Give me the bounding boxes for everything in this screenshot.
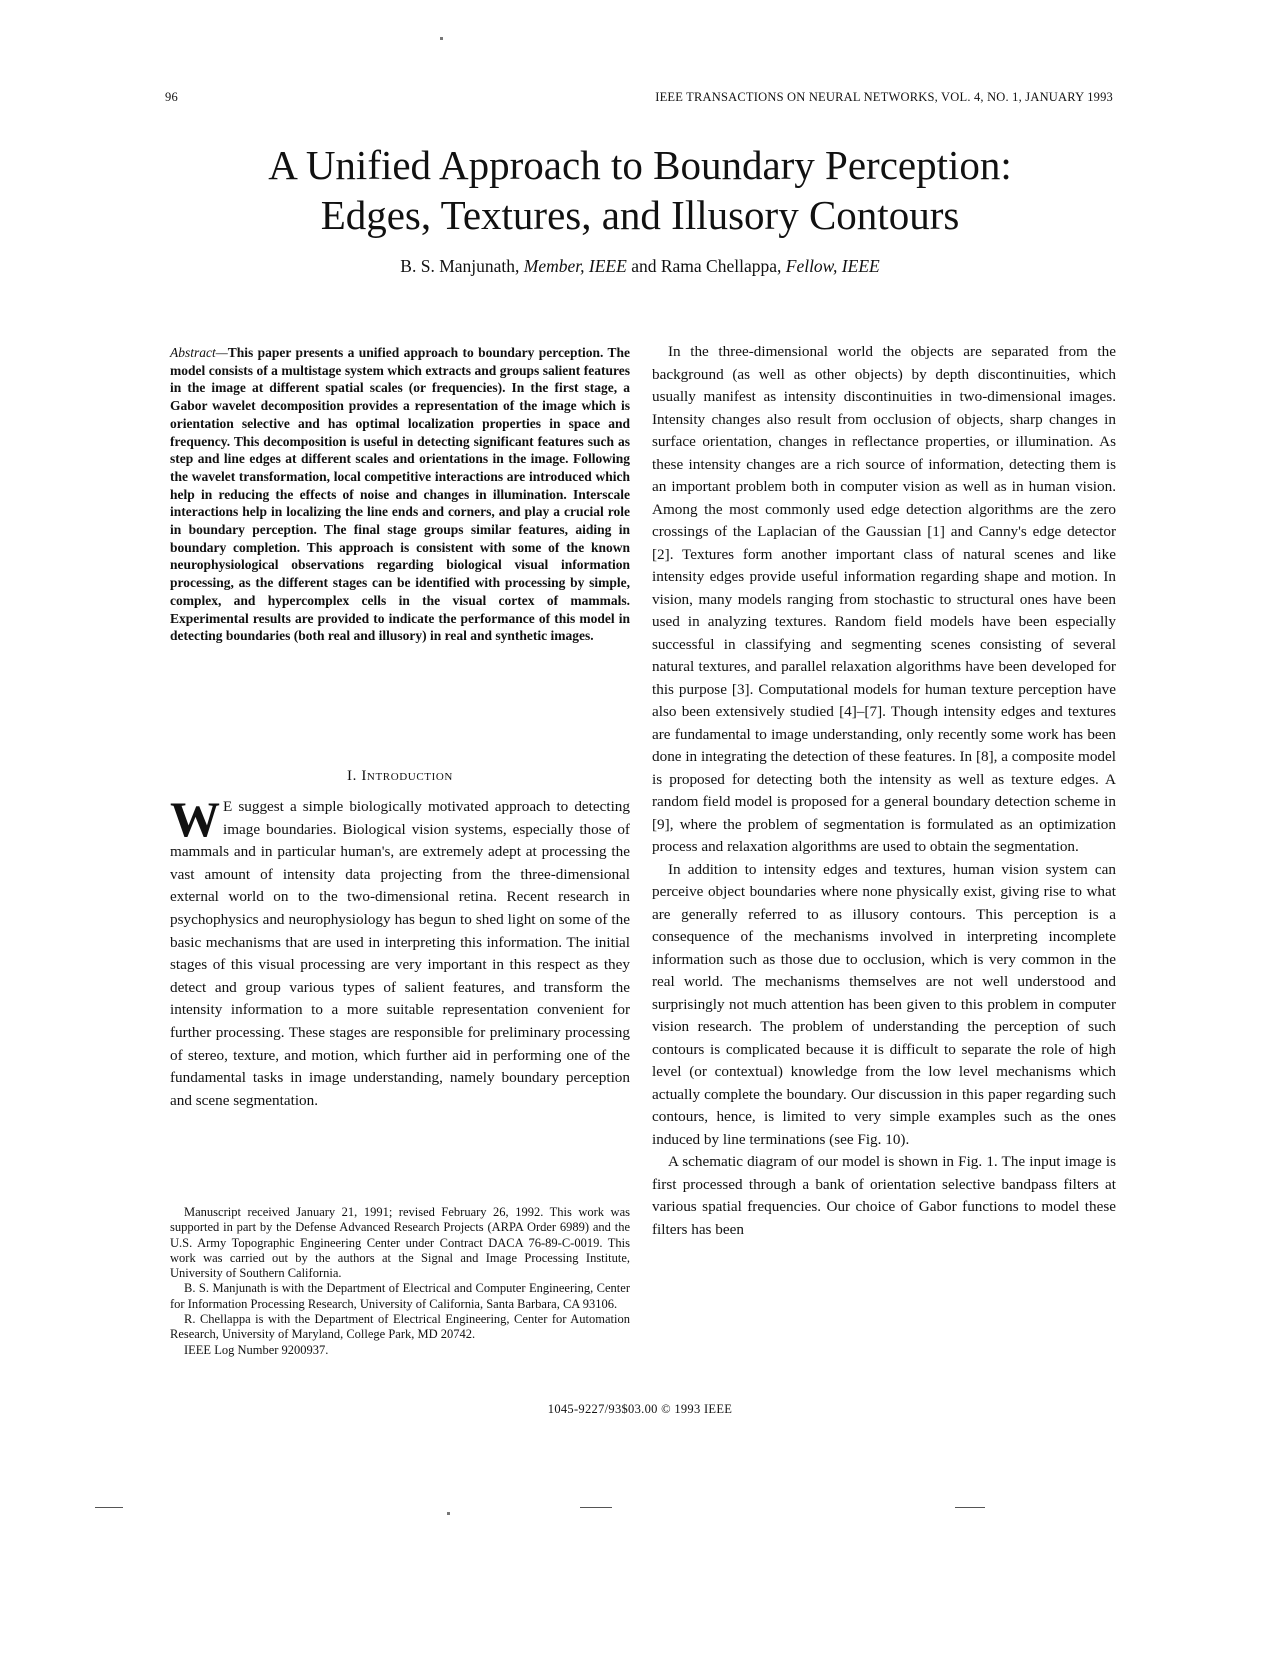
- author-2-role: Fellow, IEEE: [785, 256, 880, 276]
- author-conjunction: and: [631, 256, 657, 276]
- footnote-author-2: R. Chellappa is with the Department of Electrical Engineering, Center for Automation Research, University of Maryland, College Park, MD 20742.: [170, 1312, 630, 1342]
- abstract: [170, 344, 630, 645]
- section-title: Introduction: [361, 768, 453, 784]
- introduction-text: E suggest a simple biologically motivated approach to detecting image boundaries. Biological vision systems, especially those of mammals and in particular human's, are extremely adept at processing the vast amount of intensity data projecting from the three-dimensional external world on to the two-dimensional retina. Recent research in psychophysics and neurophysiology has begun to shed light on some of the basic mechanisms that are used in interpreting this information. The initial stages of this visual processing are very important in this respect as they detect and group various types of salient features, and transform the intensity information to a more suitable representation convenient for further processing. These stages are responsible for preliminary processing of stereo, texture, and motion, which further aid in performing one of the fundamental tasks in image understanding, namely boundary perception and scene segmentation.: [170, 798, 630, 1109]
- paragraph-3: A schematic diagram of our model is shown in Fig. 1. The input image is first processed through a bank of orientation selective bandpass filters at various spatial frequencies. Our choice of Gabor functions to model these filters has been: [652, 1153, 1116, 1238]
- footnote-author-1: B. S. Manjunath is with the Department of Electrical and Computer Engineering, Center for Information Processing Research, University of California, Santa Barbara, CA 93106.: [170, 1281, 630, 1311]
- author-line: [0, 256, 1280, 277]
- paper-title: [0, 140, 1280, 240]
- page-number: 96: [165, 90, 178, 104]
- footnote-received: Manuscript received January 21, 1991; revised February 26, 1992. This work was supported in part by the Defense Advanced Research Projects (ARPA Order 6989) and the U.S. Army Topographic Engineering Center under Contract DACA 76-89-C-0019. This work was carried out by the authors at the Signal and Image Processing Institute, University of Southern California.: [170, 1205, 630, 1281]
- right-column-body: [652, 341, 1116, 1241]
- scan-artifact-bottom-dot: [447, 1512, 450, 1515]
- footnotes: [170, 1205, 630, 1358]
- running-head: [165, 86, 1113, 108]
- author-1-name: B. S. Manjunath,: [400, 256, 520, 276]
- copyright-line: 1045-9227/93$03.00 © 1993 IEEE: [547, 1402, 733, 1416]
- scan-artifact-bottom-2: [580, 1507, 612, 1508]
- author-1-role: Member, IEEE: [523, 256, 627, 276]
- journal-header: IEEE TRANSACTIONS ON NEURAL NETWORKS, VOL. 4, NO. 1, JANUARY 1993: [655, 90, 1113, 104]
- title-line-2: Edges, Textures, and Illusory Contours: [320, 192, 960, 238]
- scan-artifact-bottom-3: [955, 1507, 985, 1508]
- author-2-name: Rama Chellappa,: [660, 256, 782, 276]
- abstract-text: This paper presents a unified approach to boundary perception. The model consists of a multistage system which extracts and groups salient features in the image at different spatial scales (or frequencies). In the first stage, a Gabor wavelet decomposition provides a representation of the image which is orientation selective and has optimal localization properties in space and frequency. This decomposition is useful in detecting significant features such as step and line edges at different scales and orientations in the image. Following the wavelet transformation, local competitive interactions are introduced which help in reducing the effects of noise and changes in illumination. Interscale interactions help in localizing the line ends and corners, and play a crucial role in boundary perception. The final stage groups similar features, aiding in boundary completion. This approach is consistent with some of the known neurophysiological observations regarding biological visual information processing, as the different stages can be identified with processing by simple, complex, and hypercomplex cells in the visual cortex of mammals. Experimental results are provided to indicate the performance of this model in detecting boundaries (both real and illusory) in real and synthetic images.: [170, 345, 630, 644]
- scan-artifact-top: [440, 37, 443, 40]
- paragraph-1: In the three-dimensional world the objects are separated from the background (as well as other objects) by depth discontinuities, which usually manifest as intensity discontinuities in two-dimensional images. Intensity changes also result from occlusion of objects, sharp changes in surface orientation, changes in reflectance properties, or illumination. As these intensity changes are a rich source of information, detecting them is an important problem both in computer vision as well as in human vision. Among the most commonly used edge detection algorithms are the zero crossings of the Laplacian of the Gaussian [1] and Canny's edge detector [2]. Textures form another important class of natural scenes and like intensity edges provide useful information regarding shape and motion. In vision, many models ranging from stochastic to structural ones have been used in analyzing textures. Random field models have been especially successful in classifying and segmenting scenes consisting of several natural textures, and parallel relaxation algorithms have been developed for this purpose [3]. Computational models for human texture perception have also been extensively studied [4]–[7]. Though intensity edges and textures are fundamental to image understanding, only recently some work has been done in integrating the detection of these features. In [8], a composite model is proposed for detecting both the intensity as well as texture edges. A random field model is proposed for a general boundary detection scheme in [9], where the problem of segmentation is formulated as an optimization process and relaxation algorithms are used to obtain the segmentation.: [652, 343, 1116, 855]
- section-heading: [170, 768, 630, 785]
- drop-cap: W: [170, 791, 220, 847]
- paragraph-2: In addition to intensity edges and textures, human vision system can perceive object boundaries where none physically exist, giving rise to what are generally referred to as illusory contours. This perception is a consequence of the mechanisms involved in interpreting incomplete information such as those due to occlusion, which is very common in the real world. The mechanisms themselves are not well understood and surprisingly not much attention has been given to this problem in computer vision research. The problem of understanding the perception of such contours is complicated because it is difficult to separate the role of high level (or contextual) knowledge from the low level mechanisms which actually complete the boundary. Our discussion in this paper regarding such contours, hence, is limited to very simple examples such as the ones induced by line terminations (see Fig. 10).: [652, 860, 1116, 1148]
- footnote-log-number: IEEE Log Number 9200937.: [184, 1342, 329, 1357]
- abstract-label: Abstract—: [170, 345, 228, 360]
- scan-artifact-bottom-1: [95, 1507, 123, 1508]
- section-number: I.: [347, 768, 357, 784]
- introduction-body: [170, 791, 630, 1112]
- title-line-1: A Unified Approach to Boundary Perception:: [268, 142, 1012, 188]
